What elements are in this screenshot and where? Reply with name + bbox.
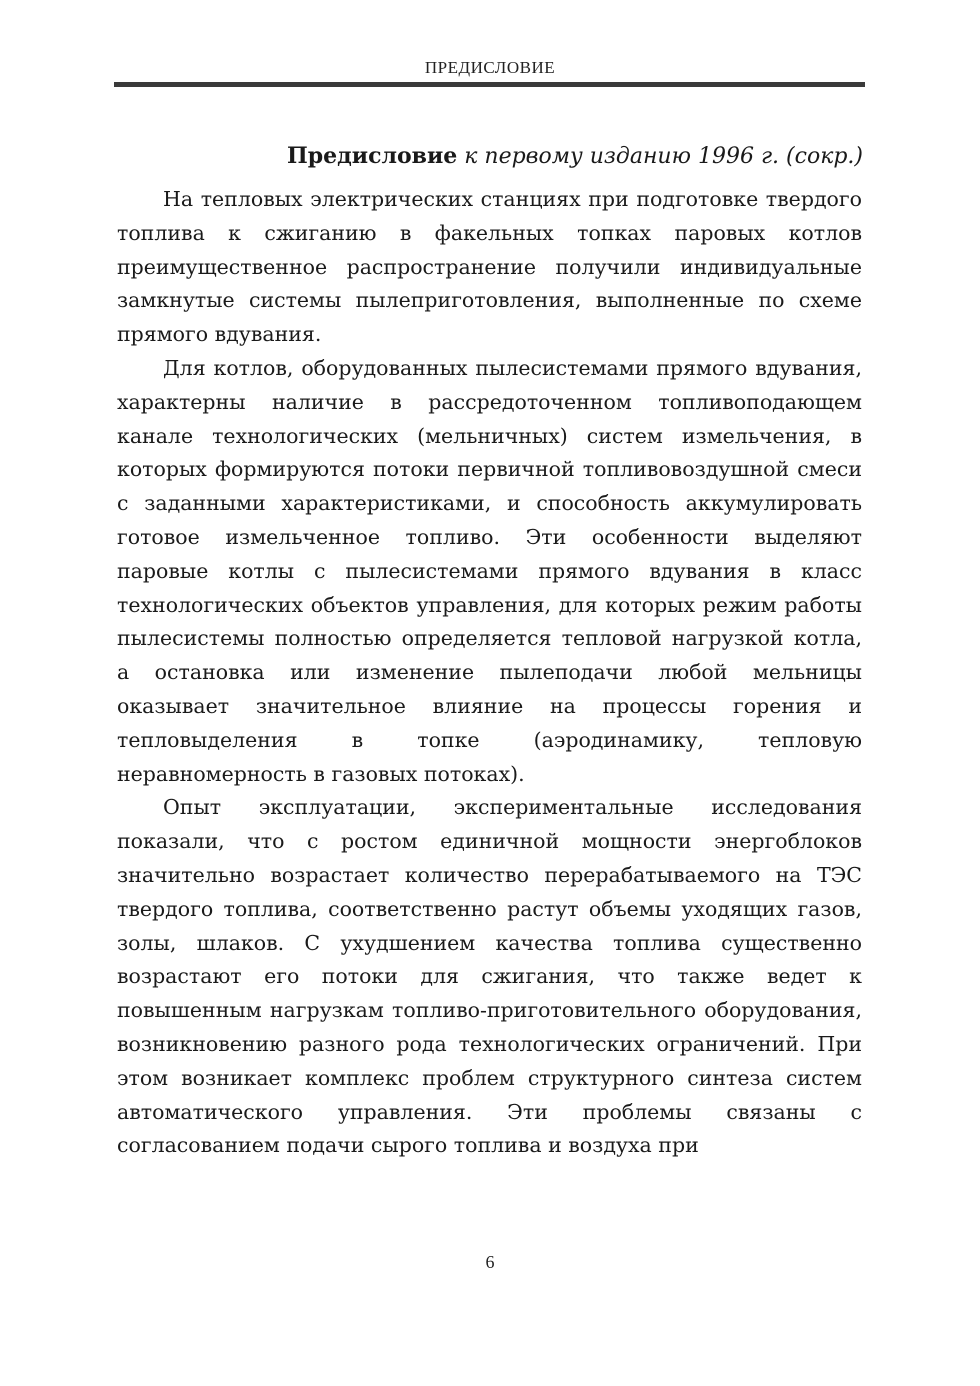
section-title-bold: Предисловие	[286, 143, 458, 169]
paragraph-3: Опыт эксплуатации, экспериментальные исследования показали, что с ростом единичной мощности энергоблоков значительно возрастает количество перерабатываемого на ТЭС твердого топлива, соответственно растут объемы уходящих газов, золы, шлаков. С ухудшением качества топлива существенно возрастают его потоки для сжигания, что также ведет к повышенным нагрузкам топливо-приготовительного оборудования, возникновению разного рода технологических ограничений. При этом возникает комплекс проблем структурного синтеза систем автоматического управления. Эти проблемы связаны с согласованием подачи сырого топлива и воздуха при	[117, 795, 862, 1158]
page-number: 6	[485, 1252, 495, 1272]
header-rule	[114, 82, 865, 87]
paragraph-2: Для котлов, оборудованных пылесистемами прямого вдувания, характерны наличие в рассредоточенном топливоподающем канале технологических (мельничных) систем измельчения, в которых формируются потоки первичной топливовоздушной смеси с заданными характеристиками, и способность аккумулировать готовое измельченное топливо. Эти особенности выделяют паровые котлы с пылесистемами прямого вдувания в класс технологических объектов управления, для которых режим работы пылесистемы полностью определяется тепловой нагрузкой котла, а остановка или изменение пылеподачи любой мельницы оказывает значительное влияние на процессы горения и тепловыделения в топке (аэродинамику, тепловую неравномерность в газовых потоках).	[117, 355, 862, 786]
section-title-italic: к первому изданию 1996 г. (сокр.)	[464, 144, 863, 169]
body-text	[117, 183, 862, 1163]
running-header: ПРЕДИСЛОВИЕ	[424, 58, 556, 77]
paragraph-1: На тепловых электрических станциях при подготовке твердого топлива к сжиганию в факельных топках паровых котлов преимущественное распространение получили индивидуальные замкнутые системы пылеприготовления, выполненные по схеме прямого вдувания.	[117, 187, 862, 347]
section-title	[114, 140, 863, 173]
